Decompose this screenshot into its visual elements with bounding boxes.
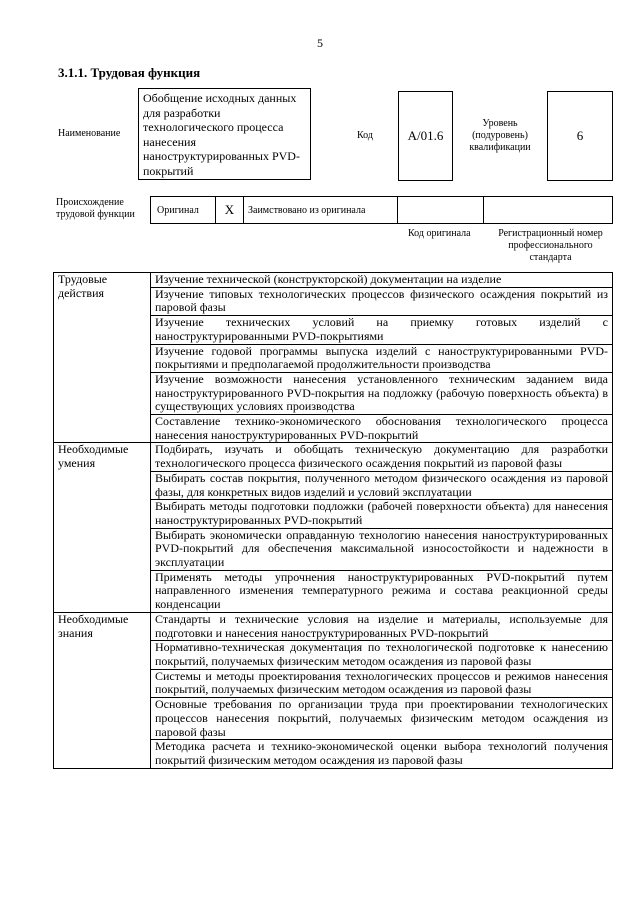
item-cell: Изучение возможности нанесения установленного техническим заданием вида наноструктурированного PVD-покрытия на подложку (рабочую поверхность объекта) в существующих условиях производства: [151, 372, 613, 414]
item-cell: Выбирать экономически оправданную технологию нанесения наноструктурированных PVD-покрытий для обеспечения максимальной износостойкости и надежности в эксплуатации: [151, 528, 613, 570]
code-value: A/01.6: [398, 91, 453, 181]
item-cell: Изучение типовых технологических процессов физического осаждения покрытий из паровой фазы: [151, 287, 613, 315]
item-cell: Изучение технической (конструкторской) документации на изделие: [151, 273, 613, 288]
item-cell: Стандарты и технические условия на изделие и материалы, используемые для подготовки и нанесения наноструктурированных PVD-покрытий: [151, 612, 613, 640]
item-cell: Выбирать методы подготовки подложки (рабочей поверхности объекта) для нанесения наноструктурированных PVD-покрытий: [151, 500, 613, 528]
item-cell: Системы и методы проектирования технологических процессов и режимов нанесения покрытий, получаемых физическим методом осаждения из паровой фазы: [151, 669, 613, 697]
item-cell: Составление технико-экономического обоснования технологического процесса нанесения наноструктурированных PVD-покрытий: [151, 415, 613, 443]
item-cell: Методика расчета и технико-экономической оценки выбора технологий получения покрытий физическим методом осаждения из паровой фазы: [151, 740, 613, 768]
code-original-label: Код оригинала: [408, 228, 471, 239]
table-row: [54, 612, 613, 640]
origin-original: Оригинал: [150, 196, 215, 224]
origin-reg-cell: [484, 196, 613, 224]
item-cell: Выбирать состав покрытия, полученного методом физического осаждения из паровой фазы, для конкретных видов изделий и условий эксплуатации: [151, 471, 613, 499]
page-number: 5: [317, 36, 323, 50]
origin-mark: X: [215, 196, 243, 224]
category-cell: Необходимые знания: [54, 612, 151, 768]
level-value: 6: [547, 91, 613, 181]
table-row: [54, 273, 613, 288]
reg-number-label: Регистрационный номер профессионального стандарта: [498, 228, 603, 263]
level-label: Уровень (подуровень) квалификации: [469, 118, 531, 153]
item-cell: Нормативно-техническая документация по технологической подготовке к нанесению покрытий, получаемых физическим методом осаждения из паровой фазы: [151, 641, 613, 669]
item-cell: Подбирать, изучать и обобщать техническую документацию для разработки технологического процесса физического осаждения покрытий из паровой фазы: [151, 443, 613, 471]
origin-code-cell: [398, 196, 484, 224]
category-cell: Необходимые умения: [54, 443, 151, 612]
item-cell: Изучение годовой программы выпуска изделий с наноструктурированными PVD-покрытиями и предполагаемой продолжительности производства: [151, 344, 613, 372]
category-cell: Трудовые действия: [54, 273, 151, 443]
origin-label: Происхождение трудовой функции: [56, 197, 135, 220]
item-cell: Применять методы упрочнения наноструктурированных PVD-покрытий путем направленного изменения температурного режима и состава реакционной среды конденсации: [151, 570, 613, 612]
item-cell: Основные требования по организации труда при проектировании технологических процессов нанесения покрытий, получаемых физическим методом осаждения из паровой фазы: [151, 698, 613, 740]
table-row: [54, 443, 613, 471]
item-cell: Изучение технических условий на приемку готовых изделий с наноструктурированными PVD-покрытиями: [151, 316, 613, 344]
name-label: Наименование: [58, 128, 121, 139]
function-table: [53, 272, 613, 769]
name-value: Обобщение исходных данных для разработки технологического процесса нанесения наноструктурированных PVD-покрытий: [138, 88, 311, 180]
section-title: 3.1.1. Трудовая функция: [58, 65, 201, 80]
code-label: Код: [357, 130, 373, 141]
origin-borrowed: Заимствовано из оригинала: [243, 196, 398, 224]
